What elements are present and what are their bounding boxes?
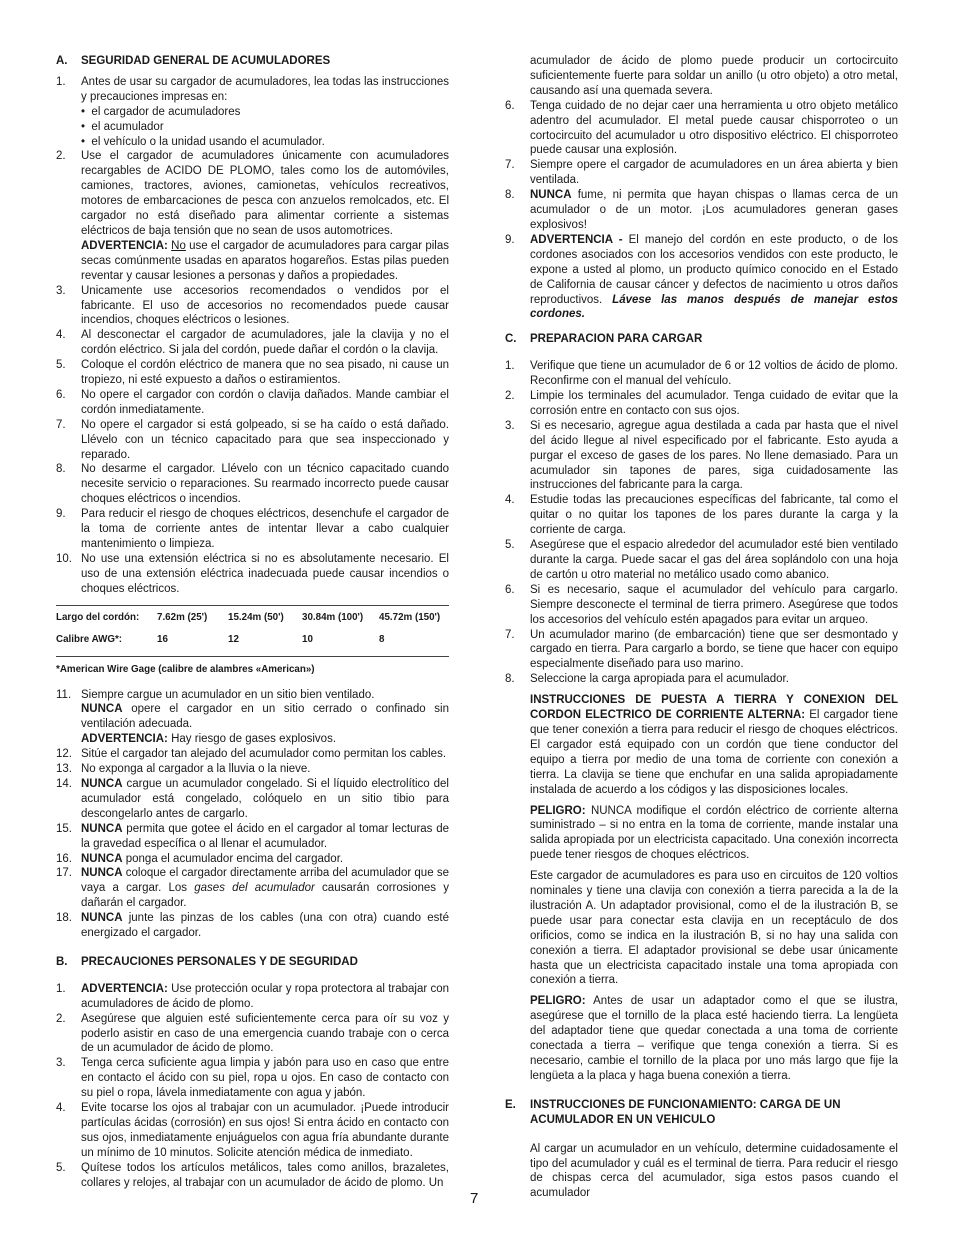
list-item: 3. Si es necesario, agregue agua destilada a cada par hasta que el nivel del ácido llegue al nivel especificado por el fabricante. Esto ayuda a purgar el exceso de gases de los pares. No llene demasiado. Para un acumulador sin tapones de pares, siga cuidadosamente las instrucciones del fabricante para la carga. [505,419,898,492]
right-column [505,54,898,1201]
danger-note: PELIGRO: Antes de usar un adaptador como el que se ilustra, asegúrese que el tornillo de la placa esté haciendo tierra. La lengüeta del adaptador tiene que quedar conectada a una toma de corriente conectada a tierra – verifique que tenga conexión a tierra. Si es necesario, cambie el tornillo de la placa por uno más largo que fije la lengüeta a la placa y haga buena conexión a tierra. [530,995,899,1082]
section-e-title: E. INSTRUCCIONES DE FUNCIONAMIENTO: CARGA DE UN ACUMULADOR EN UN VEHICULO [505,1098,841,1126]
item-continuation: acumulador de ácido de plomo puede producir un cortocircuito suficientemente fuerte para soldar un anillo (u otro objeto) a otro metal, causando así una quemada severa. [530,55,898,97]
list-item: 8. No desarme el cargador. Llévelo con un técnico capacitado cuando necesite servicio o reparaciones. Su rearmado incorrecto puede causar choques eléctricos o incendios. [56,463,449,506]
list-item: 8. NUNCA fume, ni permita que hayan chispas o llamas cerca de un acumulador o de un motor. ¡Los acumuladores generan gases explosivos! [505,189,899,231]
list-item: 6. Tenga cuidado de no dejar caer una herramienta u otro objeto metálico adentro del acumulador. El metal puede causar chisporroteo o un cortocircuito del acumulador u otro dispositivo eléctrico. El chisporroteo puede causar una explosión. [505,99,898,157]
list-item: 18. NUNCA junte las pinzas de los cables (una con otra) cuando esté energizado el cargador. [56,912,449,940]
page-number: 7 [470,1190,479,1207]
bullet-item: • el vehículo o la unidad usando el acumulador. [81,135,325,148]
list-item: 5. Quítese todos los artículos metálicos, tales como anillos, brazaletes, collares y relojes, al trabajar con un acumulador de ácido de plomo. Un [56,1161,449,1189]
list-item: 14. NUNCA cargue un acumulador congelado. Si el líquido electrolítico del acumulador está congelado, colóquelo en un sitio tibio para descongelarlo antes de cargarlo. [56,777,449,820]
warning-label: ADVERTENCIA: [81,733,168,746]
list-item: 16. NUNCA ponga el acumulador encima del cargador. [56,852,344,865]
list-item: 17. NUNCA coloque el cargador directamente arriba del acumulador que se vaya a cargar. Los gases del acumulador causarán corrosiones y dañarán el cargador. [56,867,449,910]
list-item: 9. Para reducir el riesgo de choques eléctricos, desenchufe el cargador de la toma de corriente antes de intentar llevar a cabo cualquier mantenimiento o limpieza. [56,508,449,550]
list-item: 4. Al desconectar el cargador de acumuladores, jale la clavija y no el cordón eléctrico. Si jala del cordón, puede dañar el cordón o la clavija. [56,329,449,357]
section-e-paragraph: Al cargar un acumulador en un vehículo, determine cuidadosamente el tipo del acumulador y cuál es el terminal de tierra. Para reducir el riesgo de chispas cerca del acumulador, siga estos pasos cuando el acumulador [530,1142,898,1200]
list-item: 2. Use el cargador de acumuladores únicamente con acumuladores recargables de ACIDO DE PLOMO, tales como los de automóviles, camiones, tractores, aviones, camionetas, vehículos recreativos, motores de embarcaciones de pesca con anzuelos remolcados, etc. El cargador no está diseñado para alimentar corriente a sistemas eléctricos de baja tensión que no sean de usos automotrices. ADVERTENCIA: No use el cargador de acumuladores para cargar pilas secas comúnmente usadas en aparatos hogareños. Estas pilas pueden reventar y causar lesiones a personas y daños a propiedades. [56,150,449,282]
list-item: 5. Asegúrese que el espacio alrededor del acumulador esté bien ventilado durante la carga. Puede sacar el gas del área soplándolo con una hoja de cartón u otro material no metálico usado como abanico. [505,539,898,581]
danger-note: PELIGRO: NUNCA modifique el cordón eléctrico de corriente alterna suministrado – si no entra en la toma de corriente, mande instalar una salida apropiada por un electricista capacitado. Una conexión incorrecta puede tener riesgos de choques eléctricos. [530,804,898,862]
list-item: 6. Si es necesario, saque el acumulador del vehículo para cargarlo. Siempre desconecte el terminal de tierra primero. Asegúrese que todos los accesorios del vehículo estén apagados para evitar un arqueo. [505,583,898,626]
list-item: 1. Antes de usar su cargador de acumuladores, lea todas las instrucciones y precauciones impresas en: • el cargador de acumuladores • el acumulador • el vehículo o la unidad usando el acumulador. [56,75,449,148]
grounding-instructions: INSTRUCCIONES DE PUESTA A TIERRA Y CONEXION DEL CORDON ELECTRICO DE CORRIENTE ALTERNA: El cargador tiene que tener conexión a tierra para reducir el riesgo de choques eléctricos. El cargador está equipado con un cordón que tiene conductor del equipo a tierra por medio de una toma de corriente con conexión a tierra. La clavija se tiene que enchufar en una salida apropiadamente instalada de acuerdo a los códigos y las disposiciones locales. [530,694,898,796]
list-item: 5. Coloque el cordón eléctrico de manera que no sea pisado, ni cause un tropiezo, ni esté expuesto a daños o estiramientos. [56,359,449,387]
list-item: 7. Un acumulador marino (de embarcación) tiene que ser desmontado y cargado en tierra. Para cargarlo a bordo, se tiene que hacer con equipo especialmente diseñado para uso marino. [505,628,898,671]
warning-label: ADVERTENCIA: [81,239,168,252]
list-item: 12. Sitúe el cargador tan alejado del acumulador como permitan los cables. [56,748,447,761]
list-item: 4. Evite tocarse los ojos al trabajar con un acumulador. ¡Puede introducir partículas ácidas (corrosión) en sus ojos! Si entra ácido en contacto con sus ojos, inmediatamente enjuáguelos con agua fría abundante durante un mínimo de 10 minutos. Solicite atención médica de inmediato. [56,1102,449,1159]
wire-gauge-table [56,606,449,650]
list-item: 10. No use una extensión eléctrica si no es absolutamente necesario. El uso de una extensión eléctrica inadecuada puede causar incendios o choques eléctricos. [56,552,449,595]
section-b-title: B. PRECAUCIONES PERSONALES Y DE SEGURIDAD [56,955,358,968]
table-footnote: *American Wire Gage (calibre de alambres «American») [56,663,315,675]
list-item: 7. Siempre opere el cargador de acumuladores en un área abierta y bien ventilada. [505,159,898,187]
list-item: 8. Seleccione la carga apropiada para el acumulador. [505,673,789,686]
table-row: Calibre AWG*: 16 12 10 8 [56,634,385,646]
list-item: 11. Siempre cargue un acumulador en un sitio bien ventilado. NUNCA opere el cargador en un sitio cerrado o confinado sin ventilación adecuada. ADVERTENCIA: Hay riesgo de gases explosivos. [56,688,449,746]
list-item: 7. No opere el cargador si está golpeado, si se ha caído o está dañado. Llévelo con un técnico capacitado para que sea inspeccionado y reparado. [56,418,449,461]
list-item: 3. Unicamente use accesorios recomendados o vendidos por el fabricante. El uso de accesorios no recomendados puede causar incendios, choques eléctricos o lesiones. [56,284,449,327]
list-item: 1. ADVERTENCIA: Use protección ocular y ropa protectora al trabajar con acumuladores de ácido de plomo. [56,982,449,1010]
list-item: 13. No exponga al cargador a la lluvia o la nieve. [56,763,311,776]
table-row: Largo del cordón: 7.62m (25') 15.24m (50') 30.84m (100') 45.72m (150') [56,612,441,624]
list-item: 6. No opere el cargador con cordón o clavija dañados. Mande cambiar el cordón inmediatamente. [56,388,449,416]
list-item: 3. Tenga cerca suficiente agua limpia y jabón para uso en caso que entre en contacto el ácido con su piel, ropa u ojos. En caso de contacto con su piel o ropa, lávela inmediatamente con agua y jabón. [56,1057,449,1100]
list-item: 9. ADVERTENCIA - El manejo del cordón en este producto, o de los cordones asociados con los accesorios vendidos con este producto, le expone a usted al plomo, un producto químico conocido en el Estado de California de causar cáncer y defectos de nacimiento u otros daños reproductivos. Lávese las manos después de manejar estos cordones. [505,233,899,321]
list-item: 15. NUNCA permita que gotee el ácido en el cargador al tomar lecturas de la gravedad específica o al llenar el acumulador. [56,822,449,850]
bullet-item: • el acumulador [81,120,164,133]
left-column [56,54,449,1191]
adapter-paragraph: Este cargador de acumuladores es para uso en circuitos de 120 voltios nominales y tiene una clavija con conexión a tierra parecida a la de la ilustración A. Un adaptador provisional, como el de la ilustración B, se puede usar para conectar esta clavija en un receptáculo de dos orificios, como se indica en la ilustración B, si no hay una salida con conexión a tierra. El adaptador provisional se debe usar únicamente hasta que un electricista capacitado instale una toma apropiada con conexión a tierra. [530,870,898,987]
list-item: 1. Verifique que tiene un acumulador de 6 or 12 voltios de ácido de plomo. Reconfirme con el manual del vehículo. [505,360,898,388]
list-item: 2. Asegúrese que alguien esté suficientemente cerca para oír su voz y poderlo asistir en caso de una emergencia cuando trabaje con o cerca de un acumulador de ácido de plomo. [56,1012,449,1055]
bullet-item: • el cargador de acumuladores [81,105,241,118]
list-item: 2. Limpie los terminales del acumulador. Tenga cuidado de evitar que la corrosión entre en contacto con sus ojos. [505,390,898,417]
list-item: 4. Estudie todas las precauciones específicas del fabricante, tal como el quitar o no quitar los tapones de los pares durante la carga y la corriente de carga. [505,494,898,537]
section-c-title: C. PREPARACION PARA CARGAR [505,333,703,346]
section-a-title: A. SEGURIDAD GENERAL DE ACUMULADORES [56,55,331,67]
